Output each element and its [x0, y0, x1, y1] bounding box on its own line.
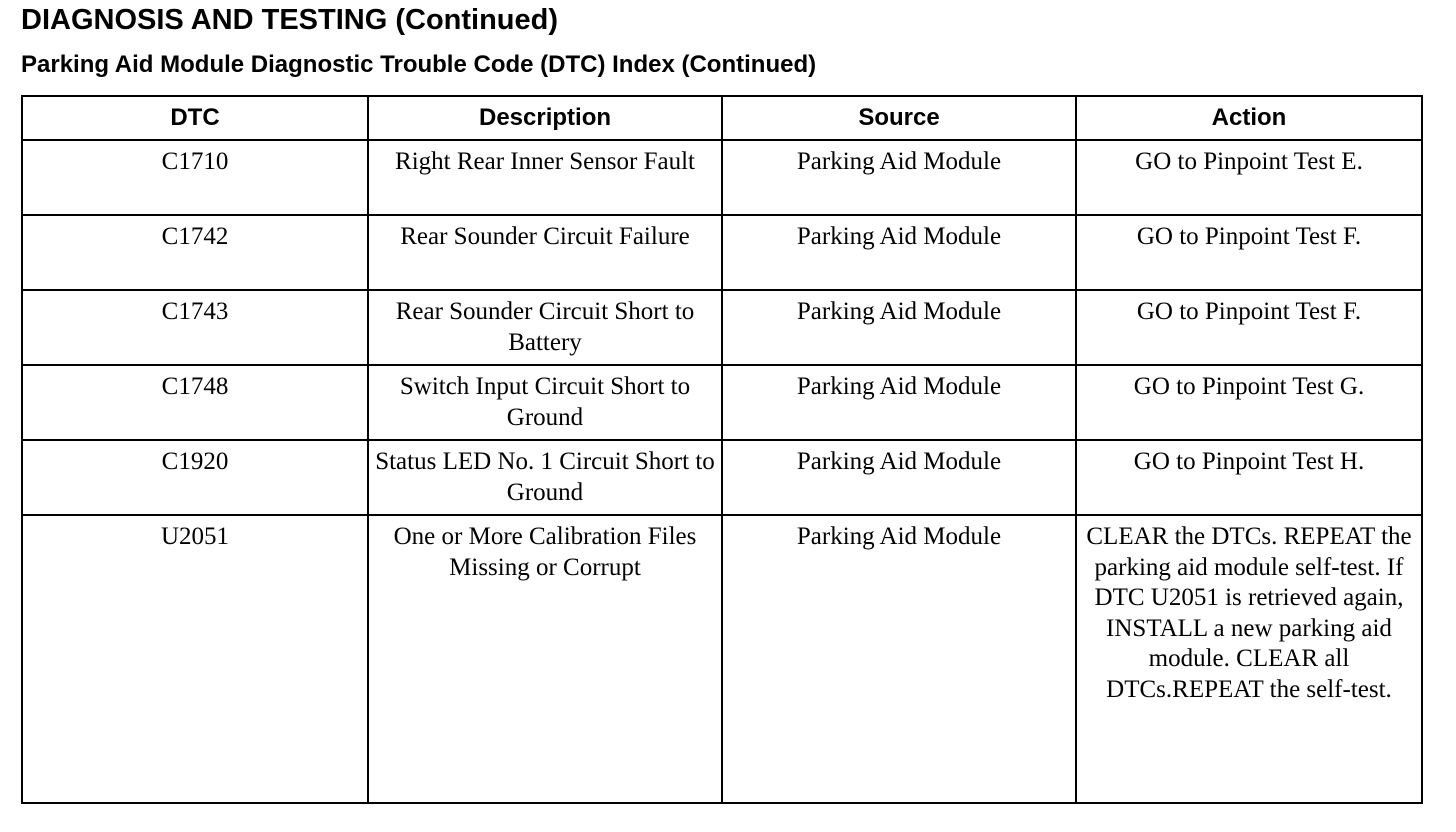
description-cell: Status LED No. 1 Circuit Short to Ground: [368, 440, 722, 515]
description-cell: Rear Sounder Circuit Failure: [368, 215, 722, 290]
table-row: [22, 215, 1422, 290]
dtc-cell: U2051: [22, 515, 368, 803]
source-cell: Parking Aid Module: [722, 215, 1076, 290]
dtc-index-table: [21, 95, 1423, 804]
table-row: [22, 365, 1422, 440]
description-cell: Rear Sounder Circuit Short to Battery: [368, 290, 722, 365]
description-cell: One or More Calibration Files Missing or Corrupt: [368, 515, 722, 803]
source-cell: Parking Aid Module: [722, 515, 1076, 803]
action-cell: CLEAR the DTCs. REPEAT the parking aid module self-test. If DTC U2051 is retrieved again, INSTALL a new parking aid module. CLEAR all DTCs.REPEAT the self-test.: [1076, 515, 1422, 803]
source-cell: Parking Aid Module: [722, 290, 1076, 365]
action-cell: GO to Pinpoint Test F.: [1076, 215, 1422, 290]
table-row: [22, 140, 1422, 215]
column-header-description: Description: [368, 96, 722, 140]
dtc-cell: C1742: [22, 215, 368, 290]
action-cell: GO to Pinpoint Test F.: [1076, 290, 1422, 365]
column-header-action: Action: [1076, 96, 1422, 140]
table-header-row: [22, 96, 1422, 140]
source-cell: Parking Aid Module: [722, 365, 1076, 440]
source-cell: Parking Aid Module: [722, 440, 1076, 515]
dtc-cell: C1743: [22, 290, 368, 365]
table-row: [22, 290, 1422, 365]
table-row: [22, 515, 1422, 803]
column-header-dtc: DTC: [22, 96, 368, 140]
column-header-source: Source: [722, 96, 1076, 140]
action-cell: GO to Pinpoint Test H.: [1076, 440, 1422, 515]
page-title: DIAGNOSIS AND TESTING (Continued): [21, 4, 559, 36]
description-cell: Right Rear Inner Sensor Fault: [368, 140, 722, 215]
source-cell: Parking Aid Module: [722, 140, 1076, 215]
dtc-cell: C1710: [22, 140, 368, 215]
section-title: Parking Aid Module Diagnostic Trouble Code (DTC) Index (Continued): [21, 51, 817, 78]
table-row: [22, 440, 1422, 515]
action-cell: GO to Pinpoint Test G.: [1076, 365, 1422, 440]
dtc-cell: C1920: [22, 440, 368, 515]
action-cell: GO to Pinpoint Test E.: [1076, 140, 1422, 215]
description-cell: Switch Input Circuit Short to Ground: [368, 365, 722, 440]
dtc-cell: C1748: [22, 365, 368, 440]
